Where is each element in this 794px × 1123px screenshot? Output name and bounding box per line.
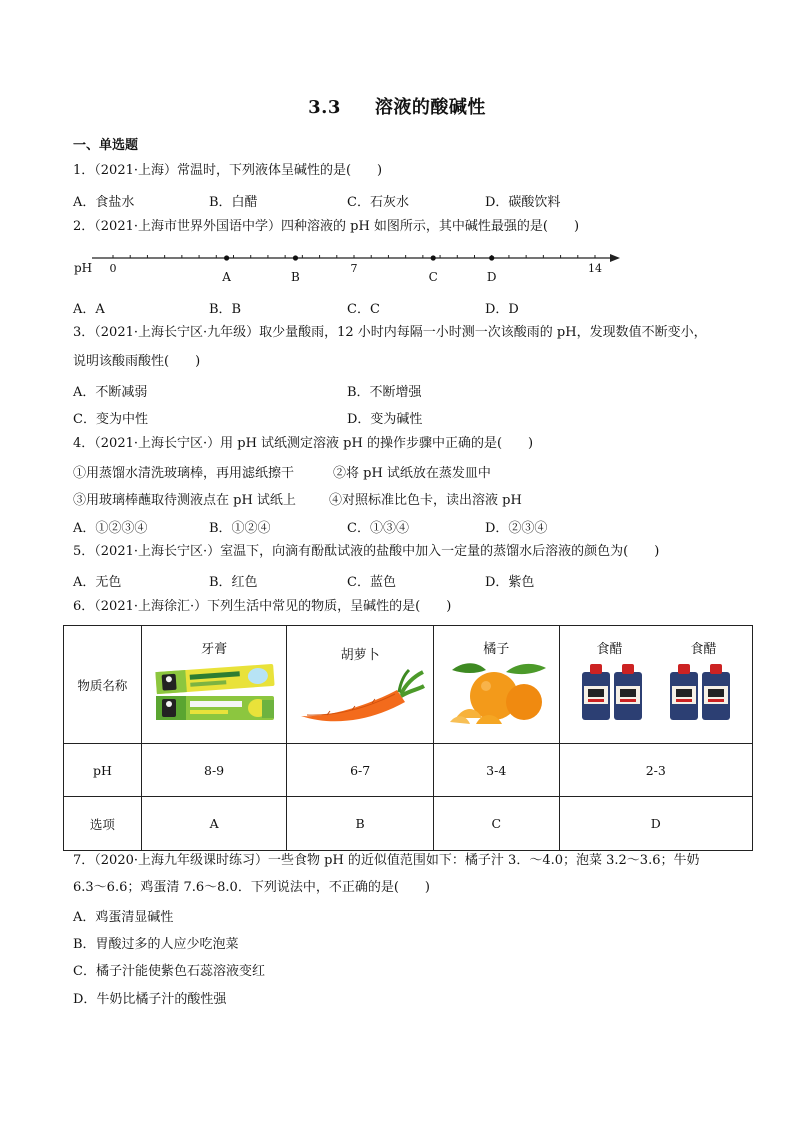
cell-vinegar — [559, 626, 752, 744]
q5-option-b[interactable]: B．红色 — [209, 575, 258, 590]
page-title — [0, 99, 794, 117]
q7-stem-line2: 6.3～6.6；鸡蛋清 7.6～8.0．下列说法中，不正确的是( ) — [73, 880, 430, 895]
row-header-option: 选项 — [64, 797, 142, 851]
q3-option-c[interactable]: C．变为中性 — [73, 412, 148, 427]
q2-option-b[interactable]: B．B — [209, 302, 242, 317]
tick-label-7: 7 — [350, 262, 358, 275]
q4-option-a[interactable]: A．①②③④ — [73, 521, 148, 536]
row-header-name: 物质名称 — [64, 626, 142, 744]
q3-option-a[interactable]: A．不断减弱 — [73, 385, 148, 400]
q6-stem: 6．（2021·上海徐汇·）下列生活中常见的物质，呈碱性的是( ) — [73, 599, 452, 614]
q2-option-c[interactable]: C．C — [347, 302, 380, 317]
q5-option-d[interactable]: D．紫色 — [485, 575, 535, 590]
q7-option-b[interactable]: B．胃酸过多的人应少吃泡菜 — [73, 937, 239, 952]
orange-label: 橘子 — [483, 642, 510, 657]
cell-toothpaste — [141, 626, 287, 744]
q3-stem-line1: 3．（2021·上海长宁区·九年级）取少量酸雨，12 小时内每隔一小时测一次该酸雨的 pH，发现数值不断变小， — [73, 325, 707, 340]
q7-option-a[interactable]: A．鸡蛋清显碱性 — [73, 910, 174, 925]
tick-label-14: 14 — [588, 262, 602, 275]
q4-option-c[interactable]: C．①③④ — [347, 521, 409, 536]
point-label-b: B — [291, 270, 300, 284]
cell-carrot — [287, 626, 434, 744]
q7-option-c[interactable]: C．橘子汁能使紫色石蕊溶液变红 — [73, 964, 265, 979]
cell-orange — [433, 626, 559, 744]
point-a — [224, 255, 229, 260]
toothpaste-icon — [154, 664, 276, 722]
q6-table — [63, 625, 753, 851]
orange-icon — [446, 662, 550, 728]
ph-vinegar: 2-3 — [559, 744, 752, 797]
point-c — [431, 255, 436, 260]
q6-option-b[interactable]: B — [287, 797, 434, 851]
number-line-arrow — [610, 254, 620, 262]
q3-option-b[interactable]: B．不断增强 — [347, 385, 422, 400]
q4-step-2: ②将 pH 试纸放在蒸发皿中 — [333, 466, 491, 481]
q4-stem: 4．（2021·上海长宁区·）用 pH 试纸测定溶液 pH 的操作步骤中正确的是( ) — [73, 436, 534, 451]
q1-stem: 1．（2021·上海）常温时，下列液体呈碱性的是( ) — [73, 163, 383, 178]
q4-step-3: ③用玻璃棒蘸取待测液点在 pH 试纸上 — [73, 493, 296, 508]
q6-option-a[interactable]: A — [141, 797, 287, 851]
section-number: 3.3 — [308, 97, 341, 118]
ph-carrot: 6-7 — [287, 744, 434, 797]
vinegar-bottle-icon — [582, 664, 732, 722]
q1-option-a[interactable]: A．食盐水 — [73, 195, 135, 210]
q5-option-a[interactable]: A．无色 — [73, 575, 122, 590]
q2-option-a[interactable]: A．A — [73, 302, 105, 317]
point-d — [489, 255, 494, 260]
q5-stem: 5．（2021·上海长宁区·）室温下，向滴有酚酞试液的盐酸中加入一定量的蒸馏水后溶液的颜色为( ) — [73, 544, 660, 559]
axis-label: pH — [74, 261, 93, 275]
q4-option-b[interactable]: B．①②④ — [209, 521, 271, 536]
carrot-label: 胡萝卜 — [340, 648, 380, 663]
section-heading: 一、单选题 — [73, 138, 139, 153]
q1-option-d[interactable]: D．碳酸饮料 — [485, 195, 561, 210]
q6-option-c[interactable]: C — [433, 797, 559, 851]
q4-option-d[interactable]: D．②③④ — [485, 521, 548, 536]
tick-label-0: 0 — [109, 262, 117, 275]
q7-option-d[interactable]: D．牛奶比橘子汁的酸性强 — [73, 992, 227, 1007]
q7-stem-line1: 7．（2020·上海九年级课时练习）一些食物 pH 的近似值范围如下：橘子汁 3．～4.0；泡菜 3.2～3.6；牛奶 — [73, 853, 700, 868]
point-label-d: D — [486, 270, 497, 284]
carrot-icon — [297, 668, 425, 728]
ph-orange: 3-4 — [433, 744, 559, 797]
q3-stem-line2: 说明该酸雨酸性( ) — [73, 354, 201, 369]
q6-option-d[interactable]: D — [559, 797, 752, 851]
q4-step-1: ①用蒸馏水清洗玻璃棒，再用滤纸擦干 — [73, 466, 295, 481]
q5-option-c[interactable]: C．蓝色 — [347, 575, 396, 590]
point-label-a: A — [222, 270, 231, 284]
q2-option-d[interactable]: D．D — [485, 302, 519, 317]
ph-toothpaste: 8-9 — [141, 744, 287, 797]
q2-stem: 2．（2021·上海市世界外国语中学）四种溶液的 pH 如图所示，其中碱性最强的是( ) — [73, 219, 580, 234]
q1-option-b[interactable]: B．白醋 — [209, 195, 258, 210]
toothpaste-label: 牙膏 — [201, 642, 228, 657]
vinegar-label-right: 食醋 — [690, 642, 717, 657]
q1-option-c[interactable]: C．石灰水 — [347, 195, 409, 210]
q4-step-4: ④对照标准比色卡，读出溶液 pH — [329, 493, 522, 508]
point-b — [293, 255, 298, 260]
vinegar-label-left: 食醋 — [596, 642, 623, 657]
ph-number-line — [70, 245, 630, 290]
point-label-c: C — [428, 270, 438, 284]
q3-option-d[interactable]: D．变为碱性 — [347, 412, 423, 427]
section-title: 溶液的酸碱性 — [374, 97, 486, 118]
row-header-ph: pH — [64, 744, 142, 797]
